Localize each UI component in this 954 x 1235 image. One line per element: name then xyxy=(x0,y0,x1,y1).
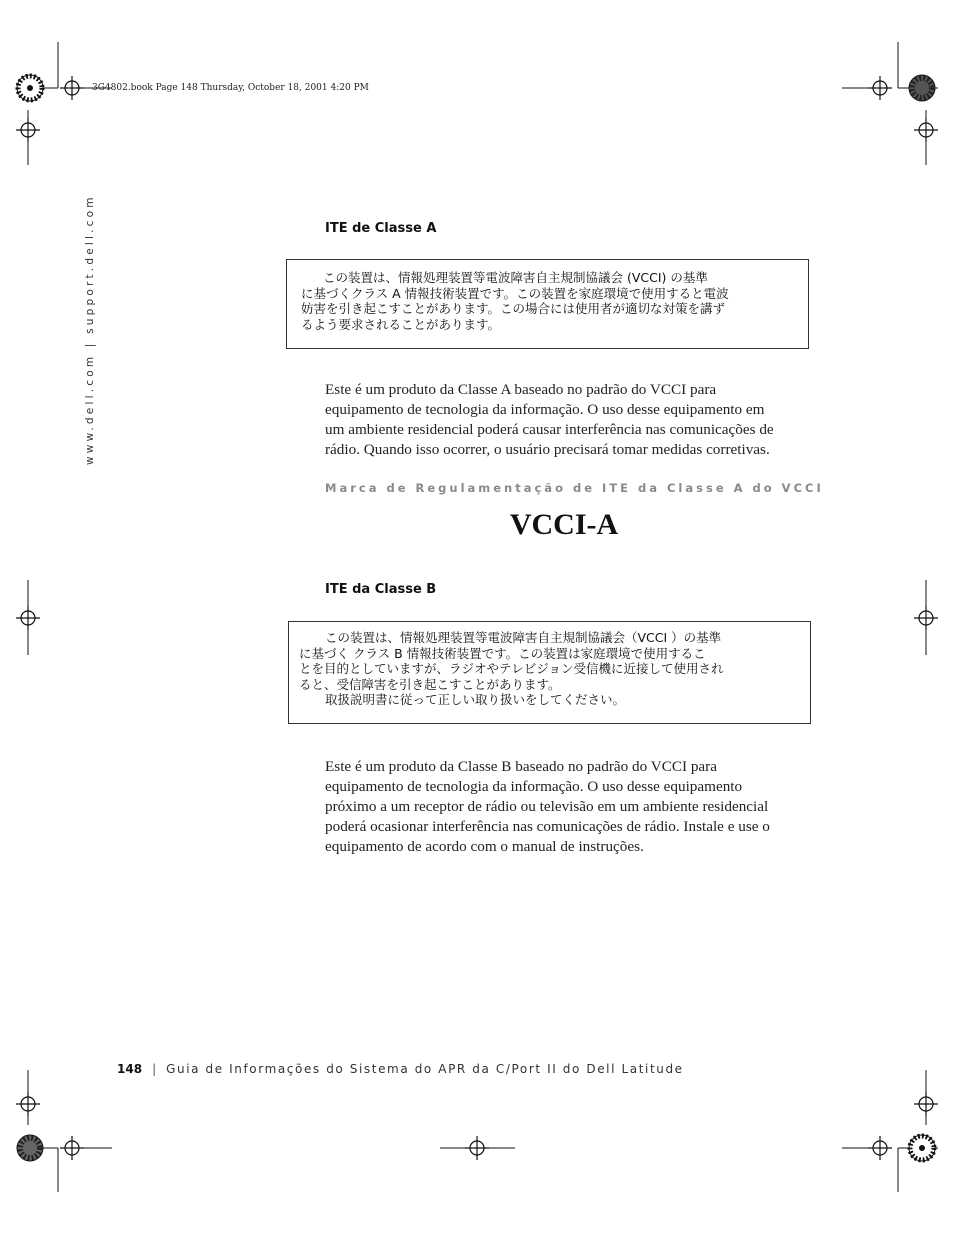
notice-b-line: この装置は、情報処理装置等電波障害自主規制協議会（VCCI ）の基準 xyxy=(325,630,722,645)
paragraph-line: equipamento de tecnologia da informação. O uso desse equipamento em xyxy=(325,401,765,418)
paragraph-line: equipamento de tecnologia da informação. O uso desse equipamento xyxy=(325,778,743,795)
footer-title: Guia de Informações do Sistema do APR da C/Port II do Dell Latitude xyxy=(166,1062,684,1076)
page-footer xyxy=(117,1062,684,1076)
paragraph-line: equipamento de acordo com o manual de instruções. xyxy=(325,838,644,855)
paragraph-line: próximo a um receptor de rádio ou televisão em um ambiente residencial xyxy=(325,798,769,815)
print-header-note: 3G4802.book Page 148 Thursday, October 18, 2001 4:20 PM xyxy=(92,83,369,93)
vcci-class-b-notice-box xyxy=(288,621,811,724)
heading-class-a: ITE de Classe A xyxy=(325,221,437,236)
notice-b-line: に基づく クラス B 情報技術装置です。この装置は家庭環境で使用するこ xyxy=(299,645,706,661)
class-a-paragraph xyxy=(325,380,815,460)
heading-class-b: ITE da Classe B xyxy=(325,582,437,597)
page-number: 148 xyxy=(117,1062,143,1076)
notice-b-line: ると、受信障害を引き起こすことがあります。 xyxy=(299,676,561,692)
paragraph-line: Este é um produto da Classe B baseado no padrão do VCCI para xyxy=(325,758,717,775)
notice-b-line: 取扱説明書に従って正しい取り扱いをしてください。 xyxy=(325,692,626,707)
notice-a-line: この装置は、情報処理装置等電波障害自主規制協議会 (VCCI) の基準 xyxy=(323,270,708,285)
paragraph-line: poderá ocasionar interferência nas comunicações de rádio. Instale e use o xyxy=(325,818,770,835)
paragraph-line: um ambiente residencial poderá causar interferência nas comunicações de xyxy=(325,421,774,438)
class-b-paragraph xyxy=(325,757,815,857)
vcci-a-mark: VCCI-A xyxy=(509,508,619,541)
paragraph-line: rádio. Quando isso ocorrer, o usuário precisará tomar medidas corretivas. xyxy=(325,441,770,458)
class-a-mark-label: Marca de Regulamentação de ITE da Classe A do VCCI xyxy=(325,481,824,495)
paragraph-line: Este é um produto da Classe A baseado no padrão do VCCI para xyxy=(325,381,717,398)
footer-separator: | xyxy=(152,1062,157,1076)
vcci-class-a-notice-box xyxy=(286,259,809,349)
side-url: www.dell.com | support.dell.com xyxy=(84,194,96,465)
notice-a-line: 妨害を引き起こすことがあります。この場合には使用者が適切な対策を講ず xyxy=(301,301,726,316)
notice-a-line: るよう要求されることがあります。 xyxy=(301,316,501,332)
notice-a-line: に基づくクラス A 情報技術装置です。この装置を家庭環境で使用すると電波 xyxy=(301,285,729,301)
notice-b-line: とを目的としていますが、ラジオやテレビジョン受信機に近接して使用され xyxy=(299,661,724,676)
